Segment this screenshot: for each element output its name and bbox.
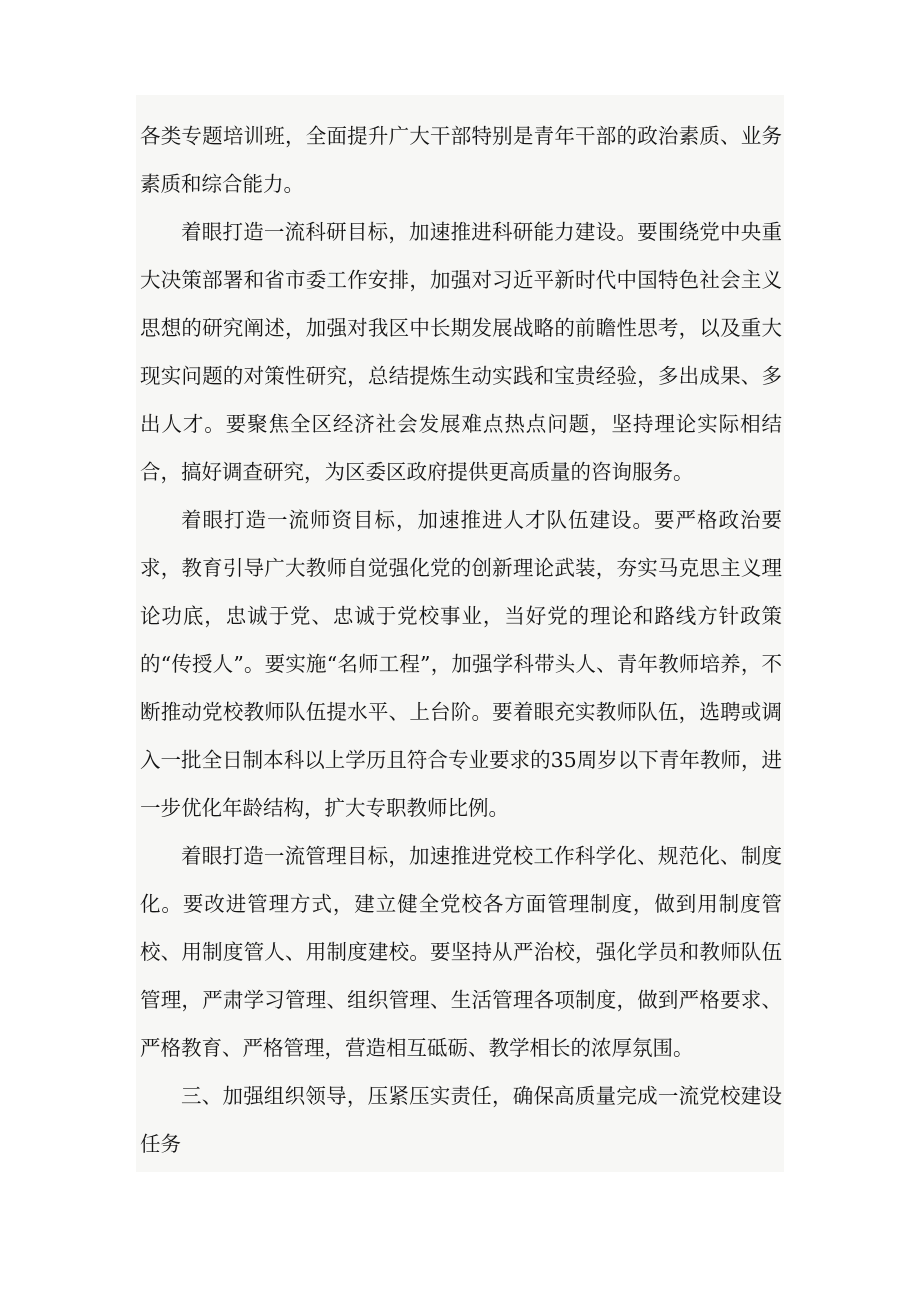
paragraph-management: 着眼打造一流管理目标，加速推进党校工作科学化、规范化、制度化。要改进管理方式，建立健全党校各方面管理制度，做到用制度管校、用制度管人、用制度建校。要坚持从严治校，强化学员和教师队伍管理，严肃学习管理、组织管理、生活管理各项制度，做到严格要求、严格教育、严格管理，营造相互砥砺、教学相长的浓厚氛围。: [140, 844, 782, 1060]
section-heading: 三、加强组织领导，压紧压实责任，确保高质量完成一流党校建设任务: [140, 1084, 782, 1156]
document-body: [140, 112, 782, 1168]
paragraph-research: 着眼打造一流科研目标，加速推进科研能力建设。要围绕党中央重大决策部署和省市委工作安排，加强对习近平新时代中国特色社会主义思想的研究阐述，加强对我区中长期发展战略的前瞻性思考，以及重大现实问题的对策性研究，总结提炼生动实践和宝贵经验，多出成果、多出人才。要聚焦全区经济社会发展难点热点问题，坚持理论实际相结合，搞好调查研究，为区委区政府提供更高质量的咨询服务。: [140, 220, 782, 484]
paragraph-faculty: 着眼打造一流师资目标，加速推进人才队伍建设。要严格政治要求，教育引导广大教师自觉强化党的创新理论武装，夯实马克思主义理论功底，忠诚于党、忠诚于党校事业，当好党的理论和路线方针政策的“传授人”。要实施“名师工程”，加强学科带头人、青年教师培养，不断推动党校教师队伍提水平、上台阶。要着眼充实教师队伍，选聘或调入一批全日制本科以上学历且符合专业要求的35周岁以下青年教师，进一步优化年龄结构，扩大专职教师比例。: [140, 508, 782, 820]
paragraph-continuation: 各类专题培训班，全面提升广大干部特别是青年干部的政治素质、业务素质和综合能力。: [140, 124, 782, 196]
